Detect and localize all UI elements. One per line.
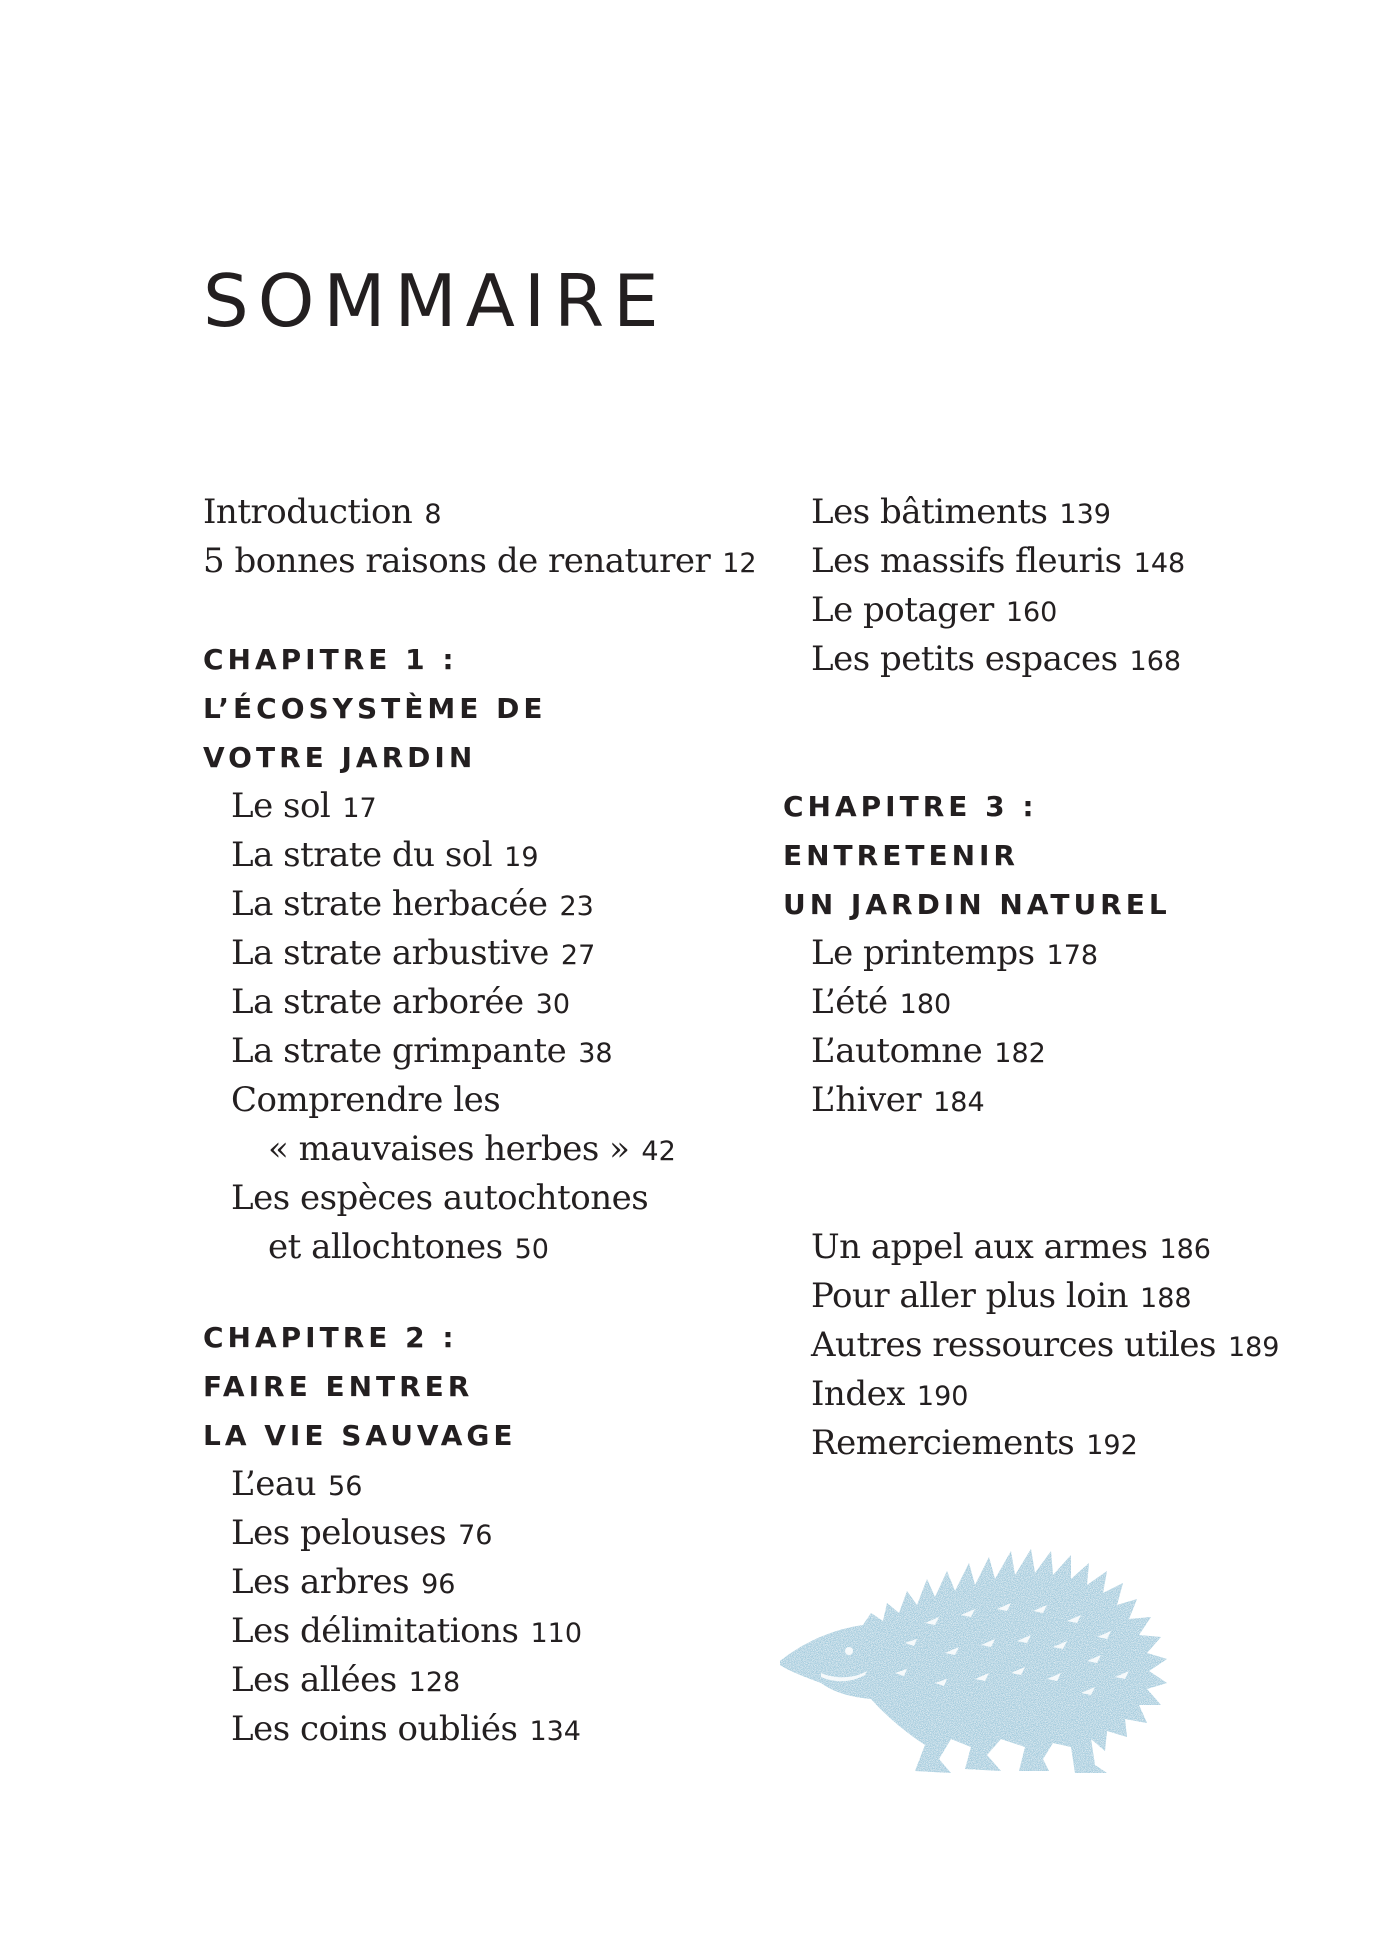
chapter-heading: CHAPITRE 2 :	[203, 1321, 458, 1354]
toc-entry[interactable]: L’eau 56	[231, 1464, 363, 1504]
toc-entry[interactable]: Introduction 8	[203, 492, 442, 532]
toc-entry[interactable]: La strate grimpante 38	[231, 1031, 613, 1071]
toc-entry[interactable]: Les allées 128	[231, 1660, 461, 1700]
toc-chapter-3	[783, 782, 1343, 1125]
toc-entry[interactable]: Les bâtiments 139	[811, 492, 1111, 532]
chapter-heading: CHAPITRE 1 :	[203, 643, 458, 676]
toc-entry[interactable]: Index 190	[811, 1374, 969, 1414]
chapter-heading: FAIRE ENTRER	[203, 1370, 474, 1403]
toc-entry[interactable]: Les espèces autochtones	[231, 1178, 649, 1218]
toc-entry-continuation[interactable]: « mauvaises herbes » 42	[268, 1129, 676, 1169]
toc-entry[interactable]: Les coins oubliés 134	[231, 1709, 581, 1749]
toc-intro-group	[203, 488, 763, 586]
toc-entry[interactable]: L’automne 182	[811, 1031, 1046, 1071]
page-title: SOMMAIRE	[203, 259, 668, 343]
chapter-heading: LA VIE SAUVAGE	[203, 1419, 517, 1452]
hedgehog-eye	[845, 1647, 853, 1655]
toc-entry[interactable]: La strate du sol 19	[231, 835, 539, 875]
toc-entry[interactable]: Les massifs fleuris 148	[811, 541, 1186, 581]
chapter-heading: CHAPITRE 3 :	[783, 790, 1038, 823]
toc-entry[interactable]: Remerciements 192	[811, 1423, 1138, 1463]
toc-entry[interactable]: 5 bonnes raisons de renaturer 12	[203, 541, 757, 581]
toc-entry[interactable]: Un appel aux armes 186	[811, 1227, 1211, 1267]
chapter-heading: L’ÉCOSYSTÈME DE	[203, 692, 547, 725]
toc-entry[interactable]: L’hiver 184	[811, 1080, 985, 1120]
toc-chapter-2-continued	[783, 488, 1343, 684]
toc-chapter-1	[203, 635, 763, 1272]
toc-entry[interactable]: Les arbres 96	[231, 1562, 456, 1602]
toc-entry[interactable]: Comprendre les	[231, 1080, 501, 1120]
toc-entry[interactable]: L’été 180	[811, 982, 952, 1022]
toc-entry[interactable]: Les pelouses 76	[231, 1513, 493, 1553]
toc-right-column	[783, 488, 1343, 1468]
toc-entry[interactable]: Les délimitations 110	[231, 1611, 583, 1651]
toc-entry[interactable]: Les petits espaces 168	[811, 639, 1182, 679]
toc-back-matter	[783, 1223, 1343, 1468]
toc-entry[interactable]: La strate herbacée 23	[231, 884, 594, 924]
toc-entry[interactable]: Le printemps 178	[811, 933, 1099, 973]
toc-entry-continuation[interactable]: et allochtones 50	[268, 1227, 549, 1267]
chapter-heading: UN JARDIN NATUREL	[783, 888, 1171, 921]
hedgehog-icon	[775, 1533, 1215, 1788]
toc-entry[interactable]: Le sol 17	[231, 786, 377, 826]
toc-entry[interactable]: Pour aller plus loin 188	[811, 1276, 1192, 1316]
toc-entry[interactable]: La strate arborée 30	[231, 982, 570, 1022]
toc-entry[interactable]: Autres ressources utiles 189	[811, 1325, 1280, 1365]
toc-entry[interactable]: La strate arbustive 27	[231, 933, 596, 973]
toc-entry[interactable]: Le potager 160	[811, 590, 1058, 630]
toc-left-column	[203, 488, 763, 1754]
toc-chapter-2	[203, 1313, 763, 1754]
chapter-heading: ENTRETENIR	[783, 839, 1019, 872]
chapter-heading: VOTRE JARDIN	[203, 741, 477, 774]
